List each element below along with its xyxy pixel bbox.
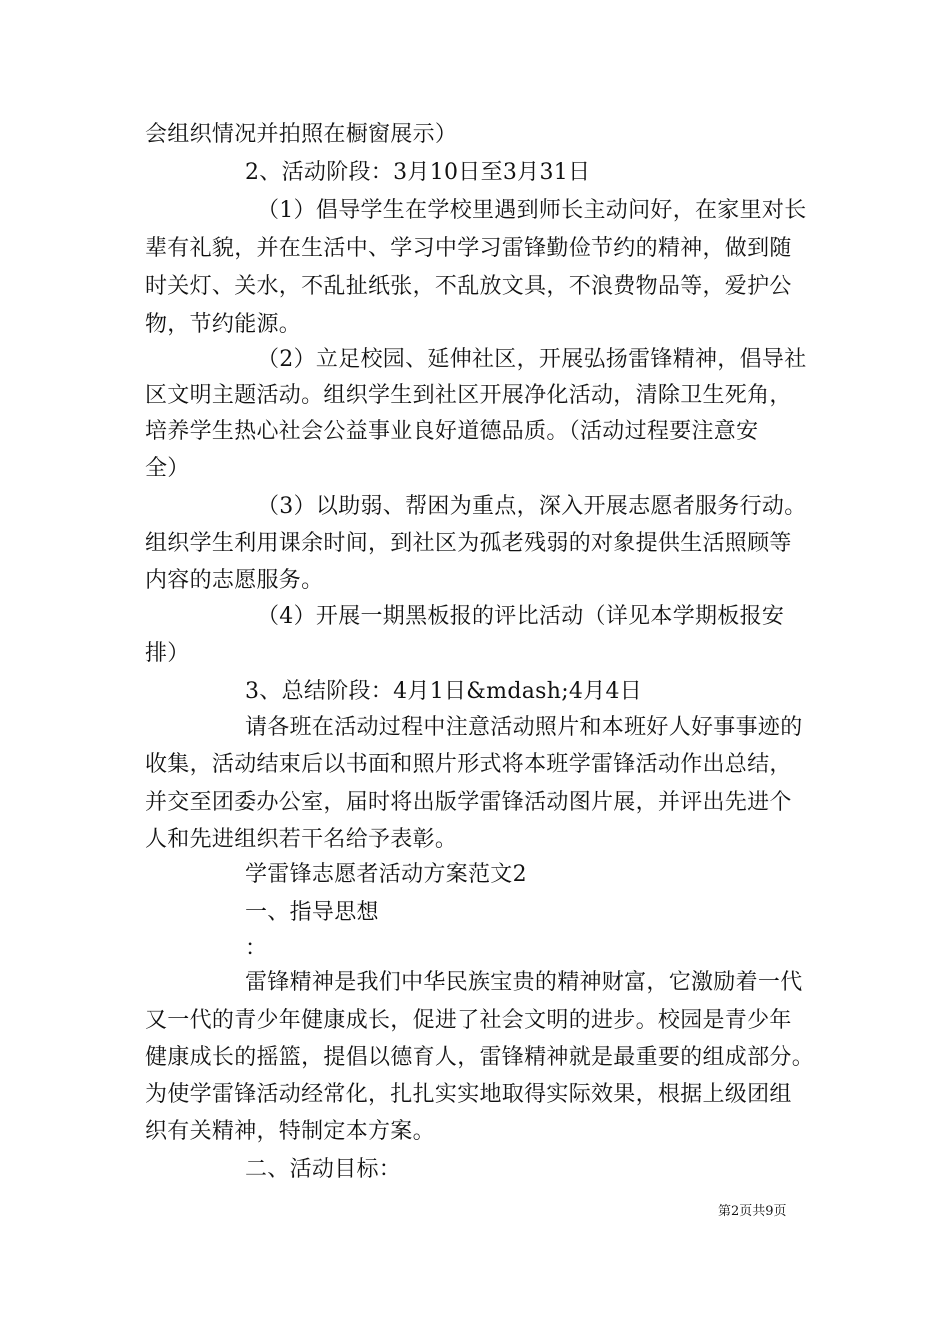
paragraph-line: ：: [245, 936, 268, 961]
page-number: 第2页共9页: [718, 1204, 787, 1219]
paragraph-line: 收集，活动结束后以书面和照片形式将本班学雷锋活动作出总结，: [145, 752, 792, 777]
paragraph-line: 健康成长的摇篮，提倡以德育人，雷锋精神就是最重要的组成部分。: [145, 1045, 815, 1070]
paragraph-line: 区文明主题活动。组织学生到社区开展净化活动，清除卫生死角，: [145, 383, 792, 408]
paragraph-line: （3）以助弱、帮困为重点，深入开展志愿者服务行动。: [257, 494, 807, 519]
paragraph-line: 内容的志愿服务。: [145, 568, 324, 593]
paragraph-line: 排）: [145, 641, 190, 666]
paragraph-line: 全）: [145, 456, 190, 481]
document-title: 学雷锋志愿者活动方案范文2: [245, 862, 527, 887]
paragraph-line: （4）开展一期黑板报的评比活动（详见本学期板报安: [257, 604, 785, 629]
paragraph-line: 时关灯、关水，不乱扯纸张，不乱放文具，不浪费物品等，爱护公: [145, 274, 792, 299]
section-heading: 2、活动阶段：3月10日至3月31日: [245, 160, 591, 185]
paragraph-line: （2）立足校园、延伸社区，开展弘扬雷锋精神，倡导社: [257, 347, 807, 372]
paragraph-line: 织有关精神，特制定本方案。: [145, 1119, 435, 1144]
paragraph-line: 会组织情况并拍照在橱窗展示）: [145, 122, 458, 147]
paragraph-line: 辈有礼貌，并在生活中、学习中学习雷锋勤俭节约的精神，做到随: [145, 236, 792, 261]
paragraph-line: 雷锋精神是我们中华民族宝贵的精神财富，它激励着一代: [245, 970, 803, 995]
section-heading: 一、指导思想: [245, 900, 379, 925]
paragraph-line: 并交至团委办公室，届时将出版学雷锋活动图片展，并评出先进个: [145, 790, 792, 815]
paragraph-line: 为使学雷锋活动经常化，扎扎实实地取得实际效果，根据上级团组: [145, 1082, 792, 1107]
paragraph-line: （1）倡导学生在学校里遇到师长主动问好，在家里对长: [257, 198, 807, 223]
paragraph-line: 人和先进组织若干名给予表彰。: [145, 827, 458, 852]
paragraph-line: 培养学生热心社会公益事业良好道德品质。（活动过程要注意安: [145, 419, 759, 444]
paragraph-line: 物，节约能源。: [145, 312, 302, 337]
paragraph-line: 请各班在活动过程中注意活动照片和本班好人好事事迹的: [245, 715, 803, 740]
section-heading: 3、总结阶段：4月1日&mdash;4月4日: [245, 679, 643, 704]
paragraph-line: 又一代的青少年健康成长，促进了社会文明的进步。校园是青少年: [145, 1008, 792, 1033]
section-heading: 二、活动目标：: [245, 1157, 402, 1182]
paragraph-line: 组织学生利用课余时间，到社区为孤老残弱的对象提供生活照顾等: [145, 531, 792, 556]
